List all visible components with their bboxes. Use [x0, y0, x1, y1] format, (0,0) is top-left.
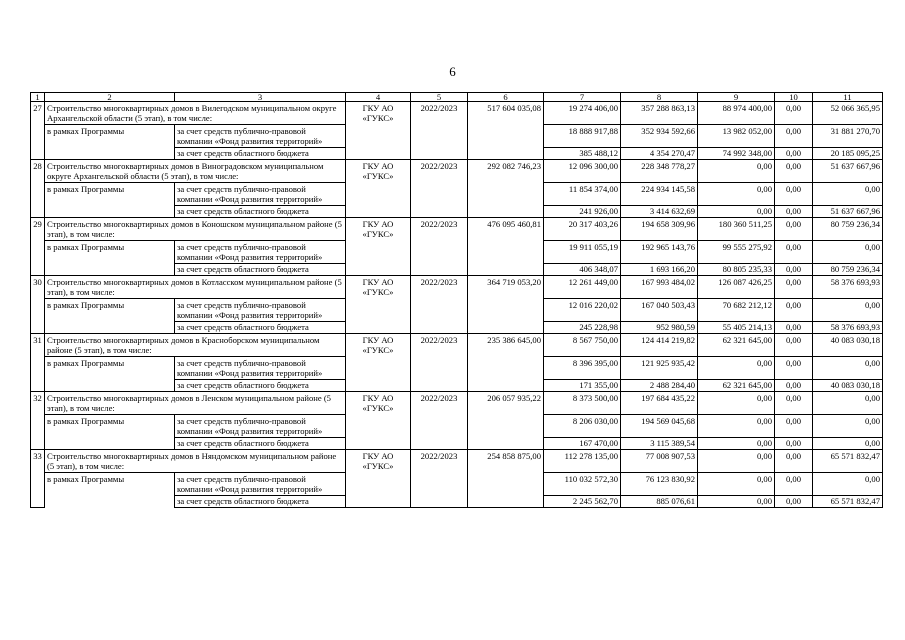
amount-cell: 0,00: [775, 125, 813, 148]
amount-cell: 0,00: [775, 438, 813, 450]
amount-cell: 121 925 935,42: [621, 357, 698, 380]
responsible-org: ГКУ АО «ГУКС»: [346, 218, 411, 241]
project-row: [31, 334, 883, 357]
empty-cell: [346, 322, 411, 334]
amount-cell: 0,00: [698, 160, 775, 183]
amount-cell: 885 076,61: [621, 496, 698, 508]
empty-cell: [411, 264, 468, 276]
fund-row: [31, 125, 883, 148]
amount-cell: 0,00: [813, 183, 883, 206]
column-number: 8: [621, 93, 698, 102]
amount-cell: 0,00: [775, 148, 813, 160]
empty-cell: [411, 438, 468, 450]
amount-cell: 1 693 166,20: [621, 264, 698, 276]
empty-cell: [411, 415, 468, 438]
total-cost: 517 604 035,08: [468, 102, 544, 125]
amount-cell: 19 911 055,19: [544, 241, 621, 264]
amount-cell: 40 083 030,18: [813, 334, 883, 357]
page-number: 6: [449, 64, 456, 79]
amount-cell: 0,00: [775, 450, 813, 473]
amount-cell: 74 992 348,00: [698, 148, 775, 160]
project-title: Строительство многоквартирных домов в Красноборском муниципальном районе (5 этап), в том числе:: [45, 334, 346, 357]
amount-cell: 4 354 270,47: [621, 148, 698, 160]
amount-cell: 58 376 693,93: [813, 276, 883, 299]
amount-cell: 0,00: [775, 380, 813, 392]
empty-cell: [346, 438, 411, 450]
amount-cell: 62 321 645,00: [698, 334, 775, 357]
empty-cell: [468, 357, 544, 380]
amount-cell: 8 396 395,00: [544, 357, 621, 380]
amount-cell: 77 008 907,53: [621, 450, 698, 473]
regional-source-label: за счет средств областного бюджета: [175, 496, 346, 508]
amount-cell: 55 405 214,13: [698, 322, 775, 334]
amount-cell: 0,00: [698, 473, 775, 496]
amount-cell: 0,00: [698, 392, 775, 415]
empty-cell: [468, 125, 544, 148]
column-number: 2: [45, 93, 175, 102]
fund-source-label: за счет средств публично-правовой компании «Фонд развития территорий»: [175, 473, 346, 496]
empty-cell: [468, 322, 544, 334]
amount-cell: 11 854 374,00: [544, 183, 621, 206]
amount-cell: 952 980,59: [621, 322, 698, 334]
project-number: 33: [31, 450, 45, 508]
amount-cell: 52 066 365,95: [813, 102, 883, 125]
amount-cell: 12 261 449,00: [544, 276, 621, 299]
empty-cell: [468, 148, 544, 160]
amount-cell: 112 278 135,00: [544, 450, 621, 473]
regional-source-label: за счет средств областного бюджета: [175, 322, 346, 334]
empty-cell: [411, 380, 468, 392]
fund-row: [31, 183, 883, 206]
empty-cell: [411, 125, 468, 148]
project-title: Строительство многоквартирных домов в Коношском муниципальном районе (5 этап), в том числе:: [45, 218, 346, 241]
program-label: в рамках Программы: [45, 415, 175, 450]
project-number: 32: [31, 392, 45, 450]
amount-cell: 352 934 592,66: [621, 125, 698, 148]
empty-cell: [346, 183, 411, 206]
column-number-row: [31, 93, 883, 102]
fund-row: [31, 357, 883, 380]
amount-cell: 51 637 667,96: [813, 206, 883, 218]
program-label: в рамках Программы: [45, 473, 175, 508]
project-title: Строительство многоквартирных домов в Виноградовском муниципальном округе Архангельской области (5 этап), в том числе:: [45, 160, 346, 183]
implementation-years: 2022/2023: [411, 392, 468, 415]
amount-cell: 0,00: [698, 357, 775, 380]
amount-cell: 0,00: [775, 392, 813, 415]
amount-cell: 58 376 693,93: [813, 322, 883, 334]
amount-cell: 0,00: [775, 102, 813, 125]
implementation-years: 2022/2023: [411, 276, 468, 299]
amount-cell: 62 321 645,00: [698, 380, 775, 392]
amount-cell: 12 096 300,00: [544, 160, 621, 183]
empty-cell: [468, 241, 544, 264]
amount-cell: 70 682 212,12: [698, 299, 775, 322]
amount-cell: 0,00: [813, 357, 883, 380]
fund-source-label: за счет средств публично-правовой компании «Фонд развития территорий»: [175, 241, 346, 264]
total-cost: 476 095 460,81: [468, 218, 544, 241]
project-row: [31, 450, 883, 473]
amount-cell: 99 555 275,92: [698, 241, 775, 264]
amount-cell: 3 414 632,69: [621, 206, 698, 218]
project-number: 28: [31, 160, 45, 218]
fund-source-label: за счет средств публично-правовой компании «Фонд развития территорий»: [175, 415, 346, 438]
empty-cell: [468, 473, 544, 496]
total-cost: 364 719 053,20: [468, 276, 544, 299]
empty-cell: [468, 183, 544, 206]
empty-cell: [346, 148, 411, 160]
amount-cell: 194 658 309,96: [621, 218, 698, 241]
amount-cell: 2 488 284,40: [621, 380, 698, 392]
total-cost: 206 057 935,22: [468, 392, 544, 415]
regional-source-label: за счет средств областного бюджета: [175, 380, 346, 392]
empty-cell: [468, 206, 544, 218]
regional-source-label: за счет средств областного бюджета: [175, 148, 346, 160]
project-row: [31, 160, 883, 183]
column-number: 4: [346, 93, 411, 102]
amount-cell: 0,00: [813, 299, 883, 322]
amount-cell: 0,00: [775, 241, 813, 264]
amount-cell: 0,00: [813, 473, 883, 496]
amount-cell: 0,00: [775, 334, 813, 357]
amount-cell: 80 759 236,34: [813, 218, 883, 241]
amount-cell: 8 373 500,00: [544, 392, 621, 415]
regional-source-label: за счет средств областного бюджета: [175, 264, 346, 276]
amount-cell: 76 123 830,92: [621, 473, 698, 496]
fund-row: [31, 299, 883, 322]
amount-cell: 2 245 562,70: [544, 496, 621, 508]
responsible-org: ГКУ АО «ГУКС»: [346, 276, 411, 299]
fund-row: [31, 415, 883, 438]
empty-cell: [346, 206, 411, 218]
empty-cell: [468, 496, 544, 508]
amount-cell: 0,00: [813, 392, 883, 415]
amount-cell: 20 185 095,25: [813, 148, 883, 160]
amount-cell: 88 974 400,00: [698, 102, 775, 125]
empty-cell: [346, 241, 411, 264]
fund-source-label: за счет средств публично-правовой компании «Фонд развития территорий»: [175, 125, 346, 148]
amount-cell: 18 888 917,88: [544, 125, 621, 148]
project-number: 29: [31, 218, 45, 276]
project-row: [31, 276, 883, 299]
column-number: 1: [31, 93, 45, 102]
column-number: 5: [411, 93, 468, 102]
amount-cell: 224 934 145,58: [621, 183, 698, 206]
column-number: 7: [544, 93, 621, 102]
program-label: в рамках Программы: [45, 241, 175, 276]
amount-cell: 167 470,00: [544, 438, 621, 450]
amount-cell: 228 348 778,27: [621, 160, 698, 183]
amount-cell: 194 569 045,68: [621, 415, 698, 438]
empty-cell: [346, 299, 411, 322]
empty-cell: [411, 322, 468, 334]
amount-cell: 80 759 236,34: [813, 264, 883, 276]
empty-cell: [468, 264, 544, 276]
responsible-org: ГКУ АО «ГУКС»: [346, 334, 411, 357]
empty-cell: [346, 125, 411, 148]
responsible-org: ГКУ АО «ГУКС»: [346, 392, 411, 415]
empty-cell: [468, 380, 544, 392]
amount-cell: 124 414 219,82: [621, 334, 698, 357]
amount-cell: 31 881 270,70: [813, 125, 883, 148]
budget-table: [30, 92, 883, 508]
fund-source-label: за счет средств публично-правовой компании «Фонд развития территорий»: [175, 183, 346, 206]
amount-cell: 40 083 030,18: [813, 380, 883, 392]
amount-cell: 0,00: [775, 473, 813, 496]
fund-source-label: за счет средств публично-правовой компании «Фонд развития территорий»: [175, 357, 346, 380]
amount-cell: 51 637 667,96: [813, 160, 883, 183]
amount-cell: 180 360 511,25: [698, 218, 775, 241]
amount-cell: 12 016 220,02: [544, 299, 621, 322]
amount-cell: 0,00: [775, 160, 813, 183]
empty-cell: [346, 357, 411, 380]
project-row: [31, 218, 883, 241]
project-row: [31, 102, 883, 125]
implementation-years: 2022/2023: [411, 160, 468, 183]
empty-cell: [411, 148, 468, 160]
amount-cell: 0,00: [813, 415, 883, 438]
amount-cell: 385 488,12: [544, 148, 621, 160]
amount-cell: 0,00: [698, 206, 775, 218]
total-cost: 235 386 645,00: [468, 334, 544, 357]
total-cost: 254 858 875,00: [468, 450, 544, 473]
empty-cell: [468, 438, 544, 450]
empty-cell: [346, 415, 411, 438]
fund-row: [31, 473, 883, 496]
program-label: в рамках Программы: [45, 299, 175, 334]
amount-cell: 65 571 832,47: [813, 450, 883, 473]
amount-cell: 241 926,00: [544, 206, 621, 218]
amount-cell: 0,00: [775, 206, 813, 218]
fund-row: [31, 241, 883, 264]
project-title: Строительство многоквартирных домов в Няндомском муниципальном районе (5 этап), в том числе:: [45, 450, 346, 473]
empty-cell: [411, 241, 468, 264]
amount-cell: 110 032 572,30: [544, 473, 621, 496]
responsible-org: ГКУ АО «ГУКС»: [346, 102, 411, 125]
amount-cell: 65 571 832,47: [813, 496, 883, 508]
amount-cell: 0,00: [698, 438, 775, 450]
project-number: 27: [31, 102, 45, 160]
column-number: 10: [775, 93, 813, 102]
amount-cell: 0,00: [775, 276, 813, 299]
project-title: Строительство многоквартирных домов в Ленском муниципальном районе (5 этап), в том числе:: [45, 392, 346, 415]
amount-cell: 197 684 435,22: [621, 392, 698, 415]
empty-cell: [411, 473, 468, 496]
amount-cell: 8 567 750,00: [544, 334, 621, 357]
amount-cell: 20 317 403,26: [544, 218, 621, 241]
implementation-years: 2022/2023: [411, 334, 468, 357]
program-label: в рамках Программы: [45, 125, 175, 160]
amount-cell: 8 206 030,00: [544, 415, 621, 438]
amount-cell: 357 288 863,13: [621, 102, 698, 125]
regional-source-label: за счет средств областного бюджета: [175, 438, 346, 450]
amount-cell: 0,00: [775, 264, 813, 276]
amount-cell: 406 348,07: [544, 264, 621, 276]
amount-cell: 245 228,98: [544, 322, 621, 334]
implementation-years: 2022/2023: [411, 102, 468, 125]
empty-cell: [411, 496, 468, 508]
fund-source-label: за счет средств публично-правовой компании «Фонд развития территорий»: [175, 299, 346, 322]
amount-cell: 0,00: [698, 183, 775, 206]
empty-cell: [468, 415, 544, 438]
project-row: [31, 392, 883, 415]
amount-cell: 0,00: [775, 496, 813, 508]
total-cost: 292 082 746,23: [468, 160, 544, 183]
amount-cell: 19 274 406,00: [544, 102, 621, 125]
amount-cell: 192 965 143,76: [621, 241, 698, 264]
project-number: 30: [31, 276, 45, 334]
empty-cell: [411, 183, 468, 206]
amount-cell: 0,00: [775, 415, 813, 438]
empty-cell: [411, 206, 468, 218]
column-number: 3: [175, 93, 346, 102]
empty-cell: [411, 299, 468, 322]
amount-cell: 13 982 052,00: [698, 125, 775, 148]
implementation-years: 2022/2023: [411, 218, 468, 241]
column-number: 11: [813, 93, 883, 102]
amount-cell: 0,00: [698, 496, 775, 508]
amount-cell: 0,00: [775, 183, 813, 206]
amount-cell: 0,00: [813, 241, 883, 264]
empty-cell: [468, 299, 544, 322]
program-label: в рамках Программы: [45, 183, 175, 218]
empty-cell: [346, 473, 411, 496]
empty-cell: [346, 264, 411, 276]
amount-cell: 167 993 484,02: [621, 276, 698, 299]
amount-cell: 80 805 235,33: [698, 264, 775, 276]
implementation-years: 2022/2023: [411, 450, 468, 473]
project-number: 31: [31, 334, 45, 392]
program-label: в рамках Программы: [45, 357, 175, 392]
responsible-org: ГКУ АО «ГУКС»: [346, 160, 411, 183]
amount-cell: 0,00: [698, 415, 775, 438]
empty-cell: [346, 380, 411, 392]
amount-cell: 3 115 389,54: [621, 438, 698, 450]
amount-cell: 0,00: [775, 322, 813, 334]
column-number: 6: [468, 93, 544, 102]
responsible-org: ГКУ АО «ГУКС»: [346, 450, 411, 473]
amount-cell: 0,00: [775, 218, 813, 241]
amount-cell: 0,00: [775, 357, 813, 380]
amount-cell: 0,00: [775, 299, 813, 322]
amount-cell: 0,00: [698, 450, 775, 473]
amount-cell: 167 040 503,43: [621, 299, 698, 322]
empty-cell: [346, 496, 411, 508]
amount-cell: 0,00: [813, 438, 883, 450]
project-title: Строительство многоквартирных домов в Вилегодском муниципальном округе Архангельской области (5 этап), в том числе:: [45, 102, 346, 125]
regional-source-label: за счет средств областного бюджета: [175, 206, 346, 218]
project-title: Строительство многоквартирных домов в Котласском муниципальном районе (5 этап), в том числе:: [45, 276, 346, 299]
empty-cell: [411, 357, 468, 380]
amount-cell: 171 355,00: [544, 380, 621, 392]
column-number: 9: [698, 93, 775, 102]
amount-cell: 126 087 426,25: [698, 276, 775, 299]
